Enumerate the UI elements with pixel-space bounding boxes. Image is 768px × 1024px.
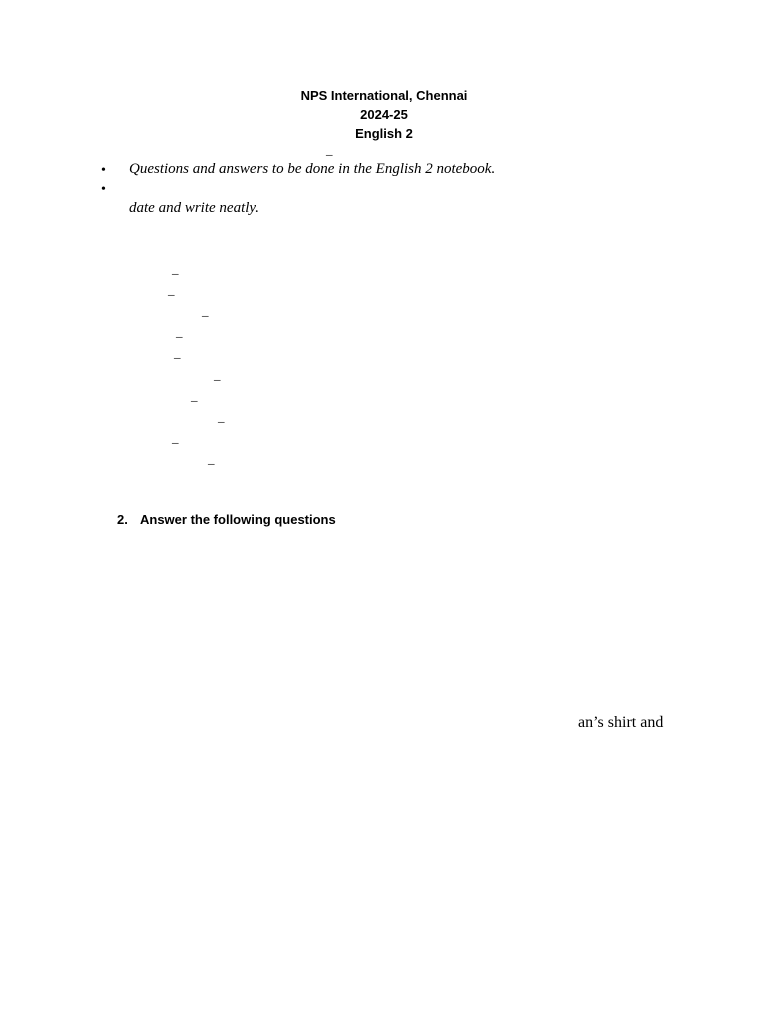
header-underline-mark: _ — [326, 142, 333, 157]
school-name: NPS International, Chennai — [300, 88, 468, 103]
instruction-text-1: Questions and answers to be done in the English 2 notebook. — [129, 161, 496, 177]
text-fragment: an’s shirt and — [578, 714, 664, 731]
instruction-bullet-2: • — [101, 182, 106, 197]
blank-mark: _ — [168, 282, 175, 297]
blank-mark: _ — [202, 303, 209, 318]
blank-mark: _ — [191, 388, 198, 403]
blank-mark: _ — [172, 261, 179, 276]
blank-mark: _ — [172, 430, 179, 445]
blank-mark: _ — [174, 345, 181, 360]
section-number: 2. — [117, 512, 128, 527]
section-heading: Answer the following questions — [140, 512, 336, 527]
subject-title: English 2 — [355, 126, 413, 141]
blank-mark: _ — [176, 324, 183, 339]
blank-mark: _ — [214, 367, 221, 382]
academic-year: 2024-25 — [360, 107, 408, 122]
blank-mark: _ — [208, 451, 215, 466]
instruction-bullet-1: • — [101, 163, 106, 178]
blank-mark: _ — [218, 409, 225, 424]
instruction-continuation: date and write neatly. — [129, 200, 259, 216]
